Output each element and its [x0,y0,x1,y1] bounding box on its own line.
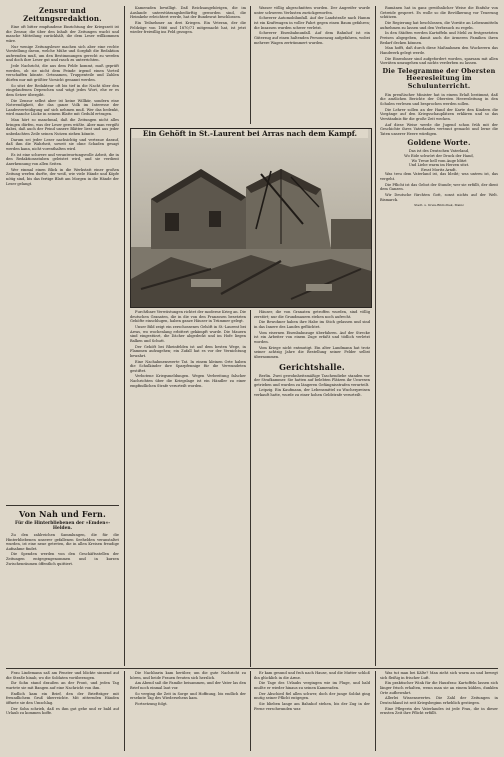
court-text [254,374,370,398]
paragraph: Berlin. Zwei gewohnheitsmäßige Taschendiebe standen vor der Strafkammer. Sie hatten auf belebten Plätzen ihr Unwesen getrieben und wurden zu längeren Gefängnisstrafen verurteilt. [254,373,370,387]
column-1 [6,6,119,503]
paragraph: Auf diese Weise werde die Jugend schon früh mit der Geschichte ihres Vaterlandes vertraut gemacht und lerne die Taten unserer Heere würdigen. [380,122,498,136]
column-3-mid-text [254,310,370,360]
column-rule [250,6,251,124]
paragraph: Schwerer Automobilunfall. Auf der Landstraße nach Hamm ist ein Kraftwagen in voller Fahrt gegen einen Baum gefahren; die Insassen wurden schwer verletzt. [254,16,370,30]
paragraph: Schwerer Eisenbahnunfall. Auf dem Bahnhof ist ein Güterzug auf einen haltenden Personenzug aufgefahren, wobei mehrere Wagen zertrümmert wurden. [254,31,370,45]
subhead-emden: Für die Hinterbliebenen der »Emden«-Helden. [14,521,111,532]
paragraph: Ein preußischer Minister hat in einem Erlaß bestimmt, daß die amtlichen Berichte der Obersten Heeresleitung in den Schulen verlesen und besprochen werden sollen. [380,92,498,106]
paragraph: Verbotene Kriegsmeldungen. Wegen Verbreitung falscher Nachrichten über die Kriegslage ist ein Händler zu einer empfindlichen Strafe verurteilt worden. [130,374,246,388]
paragraph: So sitzt der Redakteur oft bis tief in die Nacht über den eingelaufenen Depeschen und wägt jedes Wort, ehe er es dem Setzer übergibt. [6,83,119,97]
column-2-top-text [130,6,246,35]
paragraph: Ein praktischer Wink für die Hausfrau: Kartoffeln lassen sich länger frisch erhalten, wenn man sie an einem kühlen, dunklen Orte aufbewahrt. [380,681,498,695]
bottom-column-4-text [380,671,498,716]
paragraph: Die Regierung hat beschlossen, die Vorräte an Lebensmitteln aufnehmen zu lassen und den Verbrauch zu regeln. [380,20,498,30]
section-divider [6,668,498,669]
headline-goldene-worte: Goldene Worte. [407,138,471,148]
paragraph: Der Gehöft bei Rheinfelden ist auf dem besten Wege, in Flammen aufzugehen; ein Zufall hat es vor der Vernichtung bewahrt. [130,344,246,358]
headline-telegramme: Die Telegramme der Obersten Heeresleitung im Schulunterricht. [382,66,496,91]
poem-line: Das ist des Deutschen Vaterland, [408,149,470,154]
paragraph: Eine Pflegerin des Vaterlandes ist jede Frau, die in dieser ernsten Zeit ihre Pflicht erfüllt. [380,706,498,716]
section-divider [6,505,119,506]
paragraph: Wir Deutsche fürchten Gott, sonst nichts auf der Welt. Bismarck. [380,193,498,202]
paragraph: Jede Nachricht, die aus dem Felde kommt, muß geprüft werden, ob sie nicht dem Feinde irgend einen Vorteil verschaffen könnte. Ortsnamen, Truppenteile und Zahlen dürfen nur mit größter Vorsicht genannt werden. [6,64,119,82]
library-stamp: Stadt- u. Kreis-Bibliothek, Mainz [414,203,464,208]
headline-gerichtshalle: Gerichtshalle. [279,361,345,372]
column-4 [380,6,498,667]
paragraph: Der Abschied fiel allen schwer, doch der junge Soldat ging mutig seiner Pflicht entgegen. [254,691,370,701]
paragraph: Sie blieben lange am Bahnhof stehen, bis der Zug in der Ferne verschwunden war. [254,702,370,711]
bottom-column-1-text [6,671,119,716]
column-3-mid [254,310,370,667]
paragraph: Ein Teilnehmer an drei Kriegen. Ein Veteran, der die Feldzüge von 1866 und 1870/71 mitgemacht hat, ist jetzt wieder freiwillig ins Feld gezogen. [130,20,246,35]
column-rule [375,6,376,666]
bottom-column-3 [254,671,370,751]
paragraph: Wasser völlig abgeschnitten worden. Der Angreifer wurde unter schweren Verlusten zurückgeworfen. [254,6,370,15]
paragraph: Die Nachbarin kam herüber, um die gute Nachricht zu hören, und beide Frauen freuten sich herzlich. [130,671,246,680]
bottom-column-2-text [130,671,246,707]
paragraph: Rumänen hat in ganz gewöhnlicher Weise die Einfuhr von Getreide gesperrt. Es wolle so die Bevölkerung vor Teuerung schützen. [380,6,498,20]
paragraph: Der Sohn schrieb, daß es ihm gut gehe und er bald auf Urlaub zu kommen hoffe. [6,706,119,716]
paragraph: Vom Kriege nicht entmutigt. Ein alter Landmann hat trotz seiner achtzig Jahre die Bestellung seiner Felder selbst übernommen. [254,345,370,359]
paragraph: Die Einwohner sind aufgefordert worden, sparsam mit allen Vorräten umzugehen und nichts verderben zu lassen. [380,56,498,66]
paragraph: Furchtbare Verwüstungen richtet der moderne Krieg an. Die deutschen Granaten, die in die von den Franzosen besetzten Gehöfte einschlugen, haben ganze Häuser in Trümmer gelegt. [130,310,246,324]
paragraph: Eine oft bitter empfundene Einrichtung der Kriegszeit ist die Zensur, die über den Inhalt der Zeitungen wacht und manche Mitteilung zurückhält, die dem Leser willkommen wäre. [6,25,119,43]
column-2-mid-text [130,310,246,388]
poem-line: Und Liebe warm im Herzen sitzt. [408,163,470,168]
column-rule [250,310,251,667]
paragraph: Die Lehrer sollen an der Hand der Karte den Kindern die Vorgänge auf den Kriegsschauplätzen erklären und so das Verständnis für die große Zeit wecken. [380,107,498,121]
column-1-text [6,25,119,186]
column-rule [375,671,376,751]
paragraph: Wer einmal einen Blick in die Werkstatt einer großen Zeitung werfen durfte, der weiß, wie viele Hände und Köpfe nötig sind, bis das fertige Blatt am Morgen in die Hände der Leser gelangt. [6,167,119,186]
poem-line: Wo Eide schwört der Druck der Hand, [404,153,474,158]
bottom-column-1 [6,671,119,751]
headline-von-nah-und-fern: Von Nah und Fern. [18,509,107,519]
headline-zensur: Zensur und Zeitungsredaktion. [23,6,102,23]
photo-caption: Ein Gehöft in St.-Laurent bei Arras nach dem Kampf. [132,129,368,138]
paragraph: Was tut man bei Kälte? Man zieht sich warm an und bewegt sich fleißig in frischer Luft. [380,671,498,680]
paragraph: Kameraden bewilligt. Daß Reichsangehörigen, die im Auslande unterstützungsbedürftig geworden sind, die Heimkehr erleichtert werde, hat der Bundesrat beschlossen. [130,6,246,20]
ruined-farmhouse-photo [131,129,371,307]
column-rule [124,6,125,666]
paragraph: Allerlei Wissenswertes. Die Zahl der Zeitungen in Deutschland ist seit Kriegsbeginn erheblich gestiegen. [380,696,498,705]
paragraph: Die Tage des Urlaubs vergingen wie im Fluge, und bald mußte er wieder hinaus zu seinen Kameraden. [254,681,370,690]
paragraph: Man hört so manchmal, daß die Zeitungen nicht alles bringen dürfen, was der Leser gern wüßte. Aber man vergißt dabei, daß auch der Feind unsere Blätter liest und aus jeder unbedachten Zeile seinen Nutzen ziehen könnte. [6,118,119,136]
bottom-column-3-text [254,671,370,711]
column-2-top [130,6,246,124]
poem-line: Wo Treue hell vom Auge blitzt [411,158,467,163]
paragraph: Leipzig. Ein Kaufmann, der Lebensmittel zu Wucherpreisen verkauft hatte, wurde zu einer hohen Geldstrafe verurteilt. [254,388,370,398]
paragraph: Man hofft, daß durch diese Maßnahmen den Wucherern das Handwerk gelegt werde. [380,46,498,55]
column-1-lower-text [6,533,119,566]
paragraph: In den Städten werden Kartoffeln und Mehl zu festgesetzten Preisen abgegeben, damit auch die ärmeren Familien ihren Bedarf decken können. [380,31,498,45]
telegram-text [380,93,498,137]
paragraph: Die Pflicht ist das Gebot der Stunde; wer sie erfüllt, der dient dem Ganzen. [380,182,498,192]
paragraph: Vom eisernen Eisenbahnzuge überfahren. Auf der Strecke ist ein Arbeiter von einem Zuge erfaßt und tödlich verletzt worden. [254,330,370,344]
paragraph: Die Bewohner haben ihre Habe im Stich gelassen und sind in das Innere des Landes geflüchtet. [254,320,370,329]
paragraph: Häuser, die von Granaten getroffen wurden, sind völlig zerstört; nur die Grundmauern stehen noch aufrecht. [254,310,370,319]
paragraph: Frau Lindemann saß am Fenster und blickte sinnend auf die Straße hinab, wo die Soldaten vorüberzogen. [6,671,119,680]
column-4-lower-text [380,172,498,202]
photo-frame [130,128,372,308]
poem-line: Ernst Moritz Arndt. [421,167,457,172]
column-rule [250,671,251,751]
paragraph: Ihr Sohn stand draußen an der Front, und jeden Tag wartete sie mit Bangen auf eine Nachricht von ihm. [6,681,119,690]
bottom-column-4 [380,671,498,751]
paragraph: Darum sei jeder Leser nachsichtig und vertraue darauf, daß ihm die Wahrheit, soweit sie ohne Schaden gesagt werden kann, nicht vorenthalten wird. [6,137,119,151]
paragraph: Nur wenige Zeitungsleser machen sich aber eine rechte Vorstellung davon, welche Mühe und Sorgfalt die Redaktion aufwenden muß, um den Bestimmungen gerecht zu werden und doch ihre Leser gut und rasch zu unterrichten. [6,44,119,63]
poem [380,149,498,172]
column-3-top-text [254,6,370,45]
paragraph: Fortsetzung folgt. [135,702,168,707]
paragraph: Endlich kam ein Brief, den der Briefträger mit freundlichem Gruß überreichte. Mit zitternden Händen öffnete sie den Umschlag. [6,691,119,705]
paragraph: Unser Bild zeigt ein zerschossenes Gehöft in St.-Laurent bei Arras, wo wochenlang erbittert gekämpft wurde. Die Mauern sind eingestürzt, die Dächer abgedeckt und im Hofe liegen Balken und Schutt. [130,324,246,343]
column-4-text [380,6,498,66]
paragraph: Eine Nachahmenswerte Tat. In einem kleinen Orte haben die Schulkinder ihre Sparpfennige für die Verwundeten gestiftet. [130,359,246,373]
paragraph: Die Spenden werden von den Geschäftsstellen der Zeitungen entgegengenommen und in kurzen Zwischenräumen öffentlich quittiert. [6,552,119,566]
paragraph: Was treu dem Vaterland ist, das bleibt; was untreu ist, das vergeht. [380,172,498,181]
bottom-column-2 [130,671,246,751]
column-rule [124,671,125,751]
paragraph: Am Abend saß die Familie beisammen, und der Vater las den Brief noch einmal laut vor. [130,681,246,690]
paragraph: Zu den zahlreichen Sammlungen, die für die Hinterbliebenen unserer gefallenen Seehelden veranstaltet wurden, ist eine neue getreten, die in allen Kreisen freudige Aufnahme findet. [6,532,119,551]
paragraph: Er kam gesund und froh nach Hause, und die Mutter schloß ihn glücklich in die Arme. [254,671,370,680]
column-1-lower [6,508,119,668]
paragraph: So verging die Zeit in Sorge und Hoffnung, bis endlich der ersehnte Tag des Wiedersehens kam. [130,691,246,701]
column-2-mid [130,310,246,667]
column-3-top [254,6,370,124]
paragraph: Es ist eine schwere und verantwortungsvolle Arbeit, die in den Redaktionsstuben geleistet wird, und sie verdient Anerkennung von allen Seiten. [6,152,119,166]
paragraph: Die Zensur selbst aber ist keine Willkür, sondern eine Notwendigkeit, die das ganze Volk im Interesse der Landesverteidigung auf sich nehmen muß. Wer das bedenkt, wird manche Lücke in seinem Blatte mit Geduld ertragen. [6,98,119,117]
